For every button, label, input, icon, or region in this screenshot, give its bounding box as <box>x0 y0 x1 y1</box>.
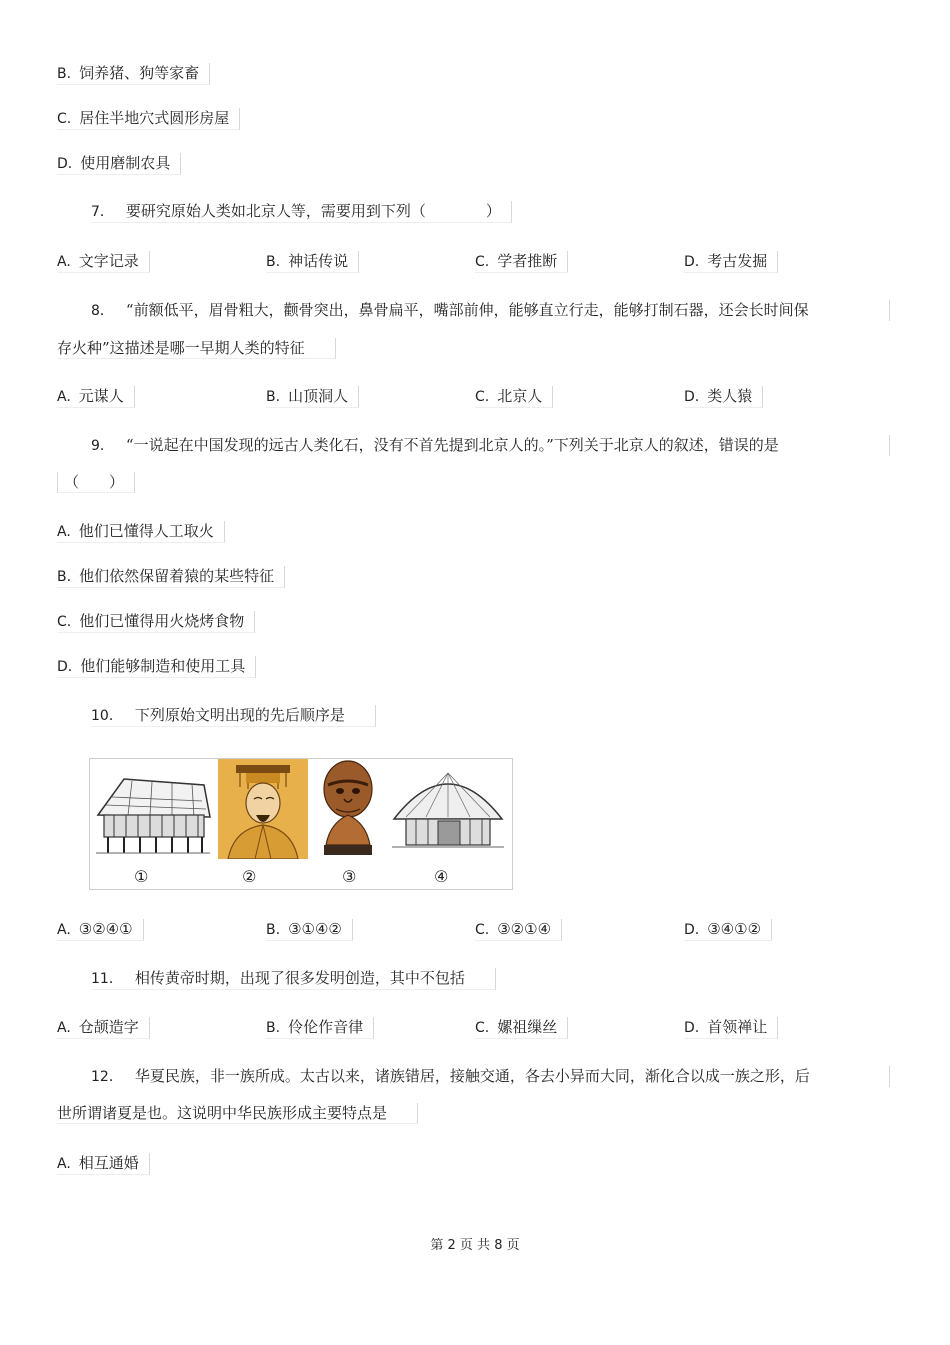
option-text: 嫘祖缫丝 <box>497 1018 558 1036</box>
question-text: 相传黄帝时期，出现了很多发明创造，其中不包括 <box>134 969 465 987</box>
q10-figure <box>89 758 513 890</box>
figure-label-2: ② <box>242 867 257 886</box>
question-number: 10． <box>91 708 123 724</box>
q12-stem-line1 <box>91 1066 890 1087</box>
option-letter: B. <box>266 389 281 405</box>
option-letter: C. <box>475 389 490 405</box>
question-number: 8． <box>91 303 114 319</box>
q9-option-d[interactable] <box>57 656 256 678</box>
option-text: 饲养猪、狗等家畜 <box>79 64 200 82</box>
option-text: 仓颉造字 <box>78 1018 139 1036</box>
option-text: 北京人 <box>497 387 543 405</box>
option-text: 神话传说 <box>288 252 349 270</box>
option-text: 文字记录 <box>78 252 139 270</box>
option-text: 考古发掘 <box>707 252 768 270</box>
q6-option-c[interactable] <box>57 108 240 130</box>
q8-option-b[interactable] <box>266 386 359 408</box>
q11-option-c[interactable] <box>475 1017 568 1039</box>
question-text: 存火种”这描述是哪一早期人类的特征 <box>57 339 305 357</box>
emperor-portrait-image <box>218 759 308 859</box>
q8-option-c[interactable] <box>475 386 553 408</box>
option-text: 学者推断 <box>497 252 558 270</box>
q8-option-a[interactable] <box>57 386 135 408</box>
question-text: 华夏民族，非一族所成。太古以来，诸族错居，接触交通，各去小异而大同，渐化合以成一族之形，后 <box>134 1067 810 1085</box>
option-text: ③②④① <box>78 920 133 938</box>
option-text: 伶伦作音律 <box>288 1018 364 1036</box>
q6-option-b[interactable] <box>57 63 210 85</box>
option-text: 他们能够制造和使用工具 <box>80 657 246 675</box>
option-text: 他们已懂得用火烧烤食物 <box>79 612 245 630</box>
option-letter: D. <box>684 254 700 270</box>
option-text: 首领禅让 <box>707 1018 768 1036</box>
option-letter: A. <box>57 524 71 540</box>
option-letter: C. <box>475 922 490 938</box>
question-number: 12． <box>91 1069 123 1085</box>
option-text: ③①④② <box>288 920 342 938</box>
question-number: 9． <box>91 438 114 454</box>
option-letter: B. <box>266 254 281 270</box>
option-text: ③④①② <box>707 920 762 938</box>
q9-stem-line2 <box>57 472 135 493</box>
option-text: ③②①④ <box>497 920 552 938</box>
option-text: 居住半地穴式圆形房屋 <box>79 109 230 127</box>
q12-option-a[interactable] <box>57 1153 150 1175</box>
q8-option-d[interactable] <box>684 386 763 408</box>
option-letter: D. <box>57 659 73 675</box>
option-letter: C. <box>57 111 72 127</box>
question-number: 7． <box>91 204 114 220</box>
question-text: 下列原始文明出现的先后顺序是 <box>134 706 345 724</box>
option-text: 使用磨制农具 <box>80 154 171 172</box>
figure-label-4: ④ <box>434 867 449 886</box>
option-letter: C. <box>475 254 490 270</box>
option-text: 元谋人 <box>78 387 124 405</box>
q10-option-c[interactable] <box>475 919 562 941</box>
option-letter: B. <box>57 569 72 585</box>
q10-option-b[interactable] <box>266 919 353 941</box>
option-letter: A. <box>57 389 71 405</box>
q9-option-c[interactable] <box>57 611 255 633</box>
option-text: 他们已懂得人工取火 <box>78 522 214 540</box>
option-text: 相互通婚 <box>78 1154 139 1172</box>
q9-option-b[interactable] <box>57 566 285 588</box>
option-letter: B. <box>266 922 281 938</box>
q8-stem-line2 <box>57 338 336 359</box>
figure-label-3: ③ <box>342 867 357 886</box>
option-letter: D. <box>684 389 700 405</box>
option-letter: A. <box>57 1020 71 1036</box>
early-human-bust-image <box>310 759 386 859</box>
option-letter: D. <box>57 156 73 172</box>
stilt-house-image <box>92 759 214 863</box>
q11-option-b[interactable] <box>266 1017 374 1039</box>
round-hut-image <box>386 759 510 859</box>
q10-stem <box>91 705 376 727</box>
question-text: “一说起在中国发现的远古人类化石，没有不首先提到北京人的。”下列关于北京人的叙述，错误的是 <box>125 436 779 454</box>
q6-option-d[interactable] <box>57 153 181 175</box>
option-letter: B. <box>266 1020 281 1036</box>
answer-bracket: （ ） <box>64 473 125 491</box>
option-letter: C. <box>57 614 72 630</box>
option-text: 类人猿 <box>707 387 753 405</box>
q7-option-c[interactable] <box>475 251 568 273</box>
option-letter: D. <box>684 922 700 938</box>
option-letter: A. <box>57 254 71 270</box>
page-footer: 第 2 页 共 8 页 <box>430 1238 520 1253</box>
q10-option-d[interactable] <box>684 919 772 941</box>
option-text: 他们依然保留着猿的某些特征 <box>79 567 275 585</box>
question-number: 11． <box>91 971 123 987</box>
option-letter: A. <box>57 1156 71 1172</box>
q8-stem-line1 <box>91 300 890 321</box>
q9-option-a[interactable] <box>57 521 225 543</box>
q7-option-a[interactable] <box>57 251 150 273</box>
q7-option-d[interactable] <box>684 251 778 273</box>
question-text: 要研究原始人类如北京人等，需要用到下列（ ） <box>125 202 501 220</box>
option-letter: D. <box>684 1020 700 1036</box>
q7-stem <box>91 201 512 223</box>
figure-label-1: ① <box>134 867 149 886</box>
q7-option-b[interactable] <box>266 251 359 273</box>
option-letter: C. <box>475 1020 490 1036</box>
option-letter: B. <box>57 66 72 82</box>
q9-stem-line1 <box>91 435 890 456</box>
option-text: 山顶洞人 <box>288 387 349 405</box>
q11-option-d[interactable] <box>684 1017 778 1039</box>
q10-option-a[interactable] <box>57 919 144 941</box>
question-text: 世所谓诸夏是也。这说明中华民族形成主要特点是 <box>57 1104 388 1122</box>
q11-option-a[interactable] <box>57 1017 150 1039</box>
q12-stem-line2 <box>57 1103 418 1124</box>
question-text: “前额低平，眉骨粗大，颧骨突出，鼻骨扁平，嘴部前伸，能够直立行走，能够打制石器，还会长时间保 <box>125 301 809 319</box>
q11-stem <box>91 968 496 990</box>
option-letter: A. <box>57 922 71 938</box>
